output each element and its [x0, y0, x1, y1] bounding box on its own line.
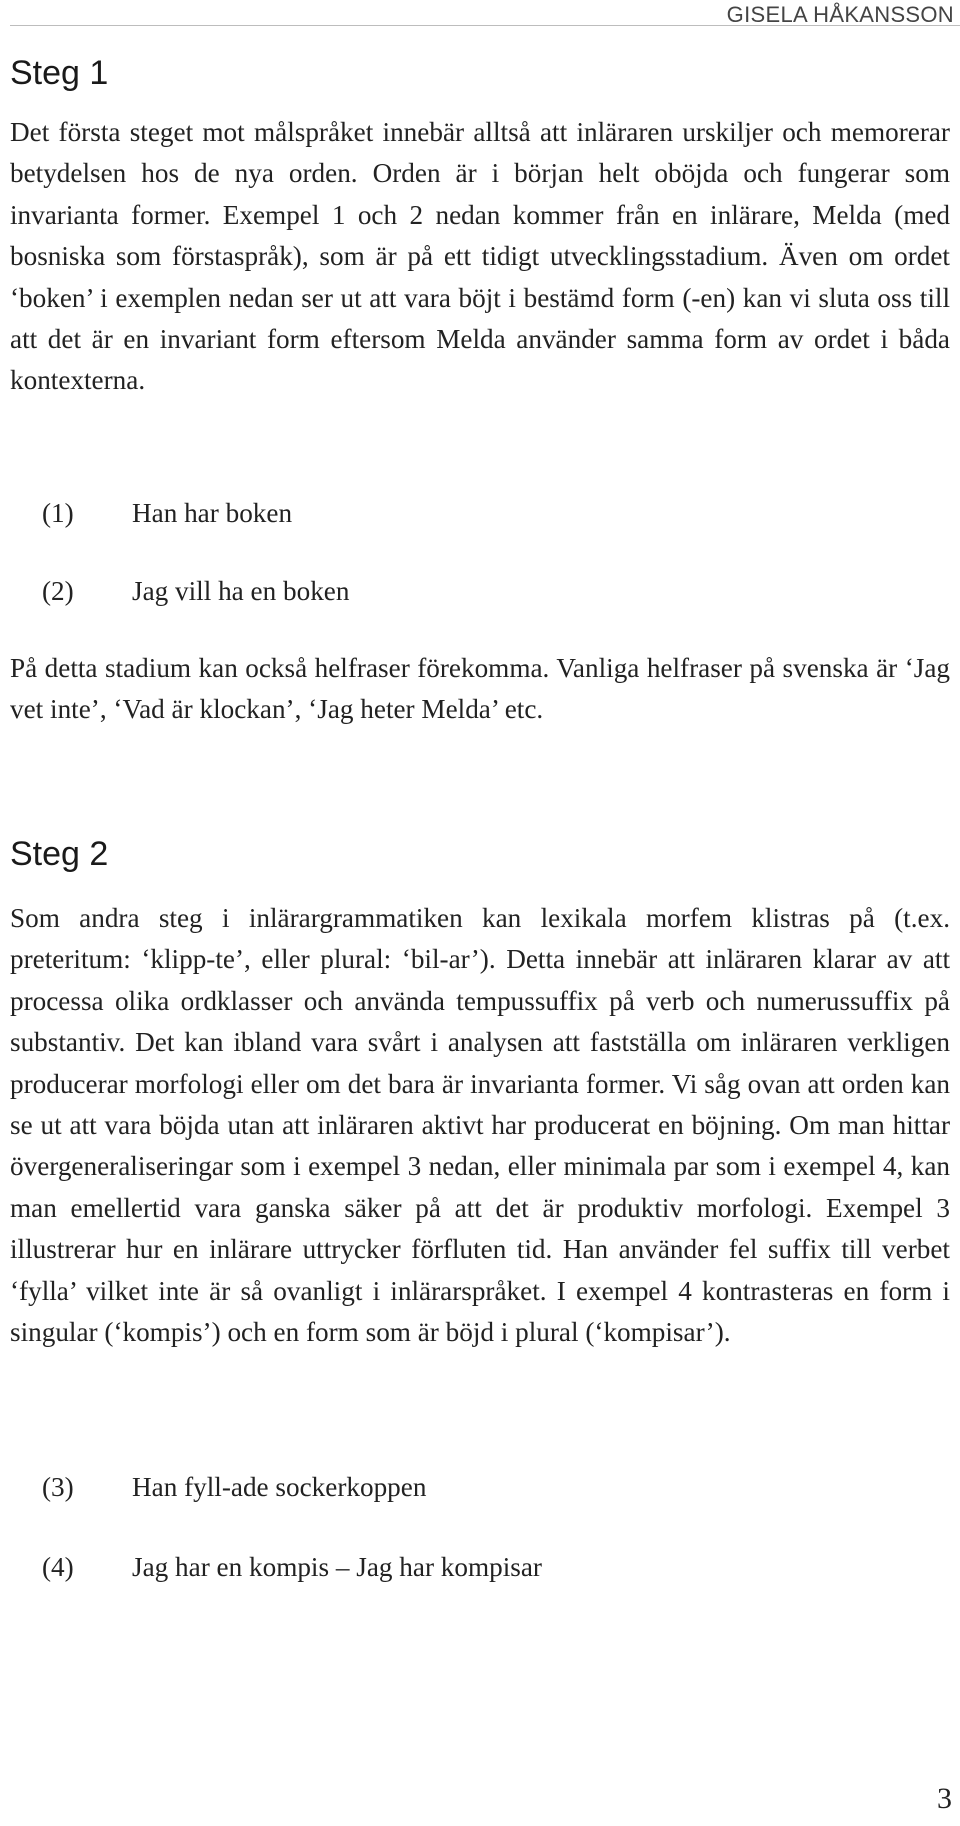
example-number: (3)	[42, 1472, 74, 1502]
example-2	[42, 574, 349, 608]
example-3	[42, 1470, 426, 1504]
header-author: GISELA HÅKANSSON	[726, 2, 954, 27]
example-text: Han har boken	[132, 498, 293, 528]
example-text: Jag har en kompis – Jag har kompisar	[132, 1552, 542, 1582]
section1-paragraph-2: På detta stadium kan också helfraser förekomma. Vanliga helfraser på svenska är ‘Jag vet inte’, ‘Vad är klockan’, ‘Jag heter Melda’ etc.	[10, 653, 950, 725]
example-number: (1)	[42, 498, 74, 528]
section1-paragraph-1: Det första steget mot målspråket innebär alltså att inläraren urskiljer och memorerar betydelsen hos de nya orden. Orden är i början helt oböjda och fungerar som invarianta former. Exempel 1 och 2 nedan kommer från en inlärare, Melda (med bosniska som förstaspråk), som är på ett tidigt utvecklingsstadium. Även om ordet ‘boken’ i exemplen nedan ser ut att vara böjt i bestämd form (-en) kan vi sluta oss till att det är en invariant form eftersom Melda använder samma form av ordet i båda kontexterna.	[10, 117, 950, 396]
example-4	[42, 1550, 542, 1584]
section-heading-steg-1: Steg 1	[10, 54, 109, 92]
example-number: (4)	[42, 1552, 74, 1582]
example-text: Han fyll-ade sockerkoppen	[132, 1472, 427, 1502]
section-heading-steg-2: Steg 2	[10, 835, 109, 873]
page-number: 3	[937, 1782, 952, 1815]
example-number: (2)	[42, 576, 74, 606]
example-1	[42, 496, 292, 530]
example-text: Jag vill ha en boken	[132, 576, 350, 606]
header-rule	[10, 25, 960, 26]
section2-paragraph-1: Som andra steg i inlärargrammatiken kan lexikala morfem klistras på (t.ex. preteritum: ‘klipp-te’, eller plural: ‘bil-ar’). Detta innebär att inläraren klarar av att processa olika ordklasser och använda tempussuffix på verb och numerussuffix på substantiv. Det kan ibland vara svårt i analysen att fastställa om inläraren verkligen producerar morfologi eller om det bara är invarianta former. Vi såg ovan att orden kan se ut att vara böjda utan att inläraren aktivt har producerat en böjning. Om man hittar övergeneraliseringar som i exempel 3 nedan, eller minimala par som i exempel 4, kan man emellertid vara ganska säker på att det är produktiv morfologi. Exempel 3 illustrerar hur en inlärare uttrycker förfluten tid. Han använder fel suffix till verbet ‘fylla’ vilket inte är så ovanligt i inlärarspråket. I exempel 4 kontrasteras en form i singular (‘kompis’) och en form som är böjd i plural (‘kompisar’).	[10, 903, 950, 1348]
